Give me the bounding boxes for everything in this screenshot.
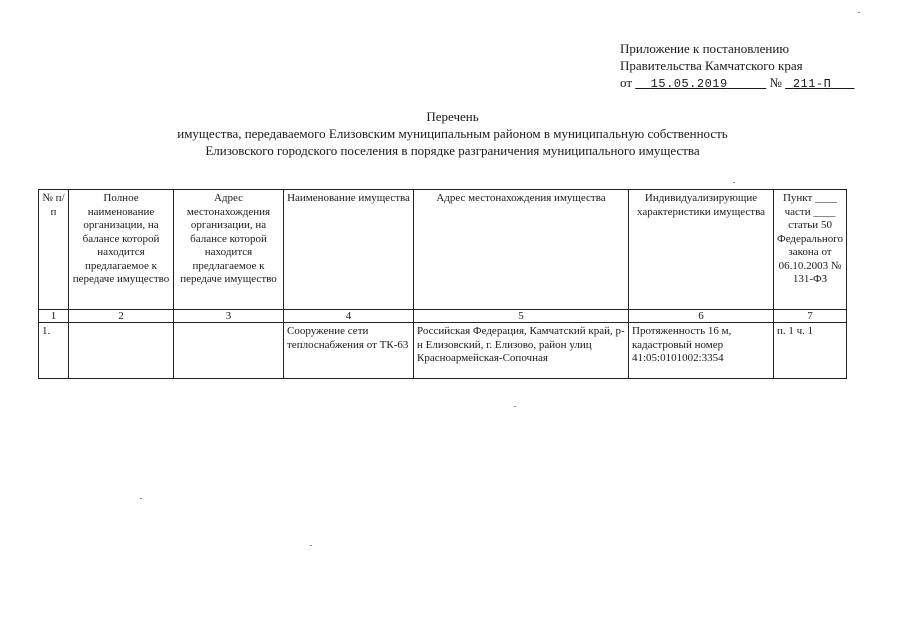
appendix-header	[620, 40, 854, 93]
cell-num: 1.	[39, 323, 69, 379]
column-number: 2	[69, 310, 174, 323]
scan-speck	[514, 406, 516, 407]
title-line-2: имущества, передаваемого Елизовским муниципальным районом в муниципальную собственность	[177, 126, 728, 141]
scan-speck	[858, 12, 860, 13]
column-number: 6	[629, 310, 774, 323]
column-number: 1	[39, 310, 69, 323]
date-value: 15.05.2019	[650, 77, 728, 91]
title-line-1: Перечень	[426, 109, 479, 124]
document-title	[0, 108, 905, 159]
header-cell-property-name: Наименование имущества	[284, 190, 414, 310]
header-cell-property-address: Адрес местонахождения имущества	[414, 190, 629, 310]
header-cell-characteristics: Индивидуализирующие характеристики имущества	[629, 190, 774, 310]
column-number: 7	[774, 310, 847, 323]
appendix-line-1: Приложение к постановлению	[620, 41, 790, 56]
header-row	[39, 190, 847, 310]
cell-org-address	[174, 323, 284, 379]
cell-law-point: п. 1 ч. 1	[774, 323, 847, 379]
property-table	[38, 189, 847, 379]
scan-speck	[733, 182, 735, 183]
cell-property-name: Сооружение сети теплоснабжения от ТК-63	[284, 323, 414, 379]
header-cell-law-point: Пункт ____ части ____ статьи 50 Федерального закона от 06.10.2003 № 131-ФЗ	[774, 190, 847, 310]
cell-org-name	[69, 323, 174, 379]
appendix-date-row	[620, 74, 854, 93]
table-row	[39, 323, 847, 379]
scan-speck	[310, 545, 312, 546]
number-prefix: №	[769, 75, 782, 90]
column-number: 4	[284, 310, 414, 323]
header-cell-org-name: Полное наименование организации, на балансе которой находится предлагаемое к передаче имущество	[69, 190, 174, 310]
column-number: 3	[174, 310, 284, 323]
title-line-3: Елизовского городского поселения в порядке разграничения муниципального имущества	[205, 143, 700, 158]
header-cell-num: № п/п	[39, 190, 69, 310]
number-value: 211-П	[792, 77, 832, 91]
appendix-line-2: Правительства Камчатского края	[620, 58, 803, 73]
column-number-row	[39, 310, 847, 323]
header-cell-org-address: Адрес местонахождения организации, на балансе которой находится предлагаемое к передаче имущество	[174, 190, 284, 310]
cell-property-address: Российская Федерация, Камчатский край, р-н Елизовский, г. Елизово, район улиц Красноармейская-Сопочная	[414, 323, 629, 379]
scan-speck	[140, 498, 142, 499]
date-prefix: от	[620, 75, 633, 90]
cell-characteristics: Протяженность 16 м, кадастровый номер 41:05:0101002:3354	[629, 323, 774, 379]
column-number: 5	[414, 310, 629, 323]
